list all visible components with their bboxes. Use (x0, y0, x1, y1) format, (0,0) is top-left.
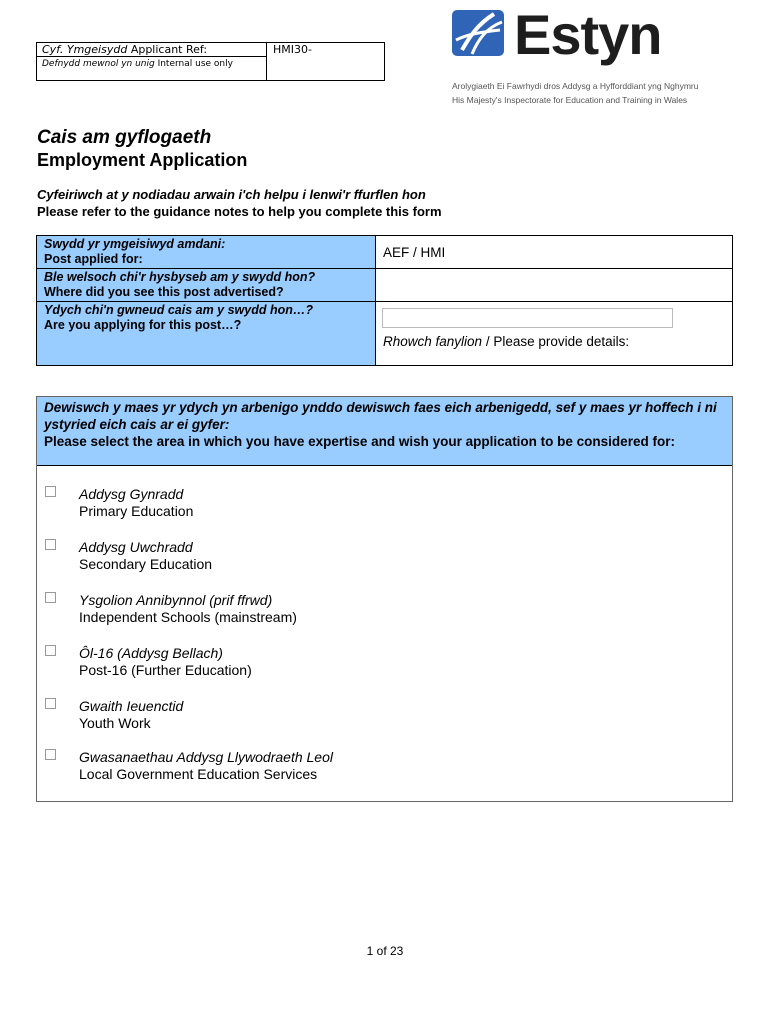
provide-details-label: Rhowch fanylion / Please provide details: (383, 334, 630, 349)
applicant-ref-value[interactable]: HMI30- (273, 43, 312, 56)
option-label-welsh: Addysg Gynradd (79, 486, 184, 502)
option-label-welsh: Ôl-16 (Addysg Bellach) (79, 645, 223, 661)
advert-source-field[interactable] (376, 269, 732, 301)
option-label-english: Independent Schools (mainstream) (79, 609, 297, 625)
option-label-english: Local Government Education Services (79, 766, 318, 782)
option-post-16 (37, 645, 732, 685)
guidance-welsh: Cyfeiriwch at y nodiadau arwain i'ch helpu i lenwi'r ffurflen hon (37, 187, 426, 202)
applying-for-input[interactable] (382, 308, 673, 328)
option-local-government (37, 749, 732, 789)
estyn-logo-mark-icon (452, 10, 504, 56)
post-16-checkbox[interactable] (45, 645, 56, 656)
post-details-table (36, 235, 733, 366)
option-label-english: Youth Work (79, 715, 151, 731)
option-label-english: Secondary Education (79, 556, 213, 572)
expertise-heading: Dewiswch y maes yr ydych yn arbenigo ynddo dewiswch faes eich arbenigedd, sef y maes yr hoffech i ni ystyried eich cais ar ei gyfer: Please select the area in which you have expertise and wish your application to be considered for: (37, 397, 732, 466)
option-label-welsh: Gwaith Ieuenctid (79, 698, 184, 714)
page-title-english: Employment Application (37, 150, 248, 170)
post-applied-field[interactable]: AEF / HMI (383, 245, 446, 260)
option-independent-schools (37, 592, 732, 632)
estyn-wordmark: Estyn (514, 3, 662, 66)
logo-tagline-welsh: Arolygiaeth Ei Fawrhydi dros Addysg a Hyfforddiant yng Nghymru (452, 81, 699, 91)
post-applied-label: Swydd yr ymgeisiwyd amdani: Post applied for: (37, 236, 376, 269)
option-youth-work (37, 698, 732, 738)
applicant-ref-box (36, 42, 385, 81)
option-label-welsh: Addysg Uwchradd (79, 539, 193, 555)
applying-for-label: Ydych chi'n gwneud cais am y swydd hon…? Are you applying for this post…? (37, 302, 376, 365)
expertise-section (36, 396, 733, 802)
internal-use-label: Defnydd mewnol yn unig Internal use only (37, 57, 267, 81)
estyn-logo (452, 3, 722, 70)
page-title-welsh: Cais am gyflogaeth (37, 127, 212, 148)
youth-work-checkbox[interactable] (45, 698, 56, 709)
independent-schools-checkbox[interactable] (45, 592, 56, 603)
option-primary-education (37, 486, 732, 526)
option-label-english: Post-16 (Further Education) (79, 662, 252, 678)
page-number: 1 of 23 (366, 944, 404, 958)
guidance-english: Please refer to the guidance notes to help you complete this form (37, 204, 442, 219)
option-label-welsh: Gwasanaethau Addysg Llywodraeth Leol (79, 749, 333, 765)
logo-tagline-english: His Majesty's Inspectorate for Education and Training in Wales (452, 95, 688, 105)
primary-education-checkbox[interactable] (45, 486, 56, 497)
applicant-ref-label: Cyf. Ymgeisydd Applicant Ref: (37, 43, 267, 57)
option-secondary-education (37, 539, 732, 579)
local-government-checkbox[interactable] (45, 749, 56, 760)
option-label-english: Primary Education (79, 503, 194, 519)
option-label-welsh: Ysgolion Annibynnol (prif ffrwd) (79, 592, 273, 608)
advert-source-label: Ble welsoch chi'r hysbyseb am y swydd hon? Where did you see this post advertised? (37, 269, 376, 301)
applying-for-cell (376, 302, 732, 365)
secondary-education-checkbox[interactable] (45, 539, 56, 550)
